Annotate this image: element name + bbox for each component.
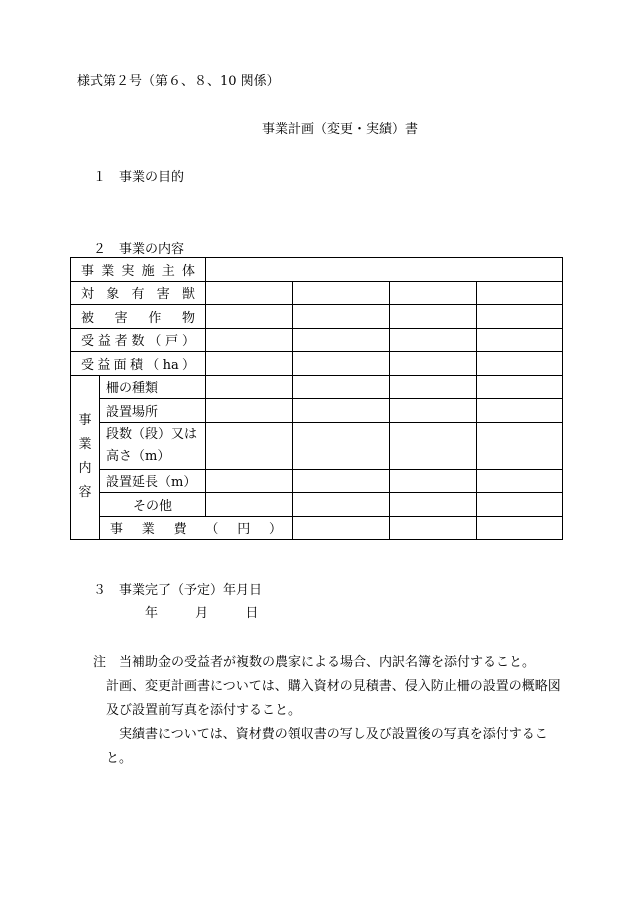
label-steps-height-line2: 高さ（m）: [106, 448, 171, 464]
cell-value[interactable]: [206, 352, 293, 376]
cell-value[interactable]: [293, 399, 390, 423]
date-month: 月: [195, 606, 209, 621]
content-group-char: 事: [78, 413, 92, 429]
cell-value[interactable]: [477, 305, 563, 329]
note-3: 実績書については、資材費の領収書の写し及び設置後の写真を添付すること。: [106, 727, 548, 766]
cell-value[interactable]: [390, 422, 477, 469]
section-content-heading: ２ 事業の内容: [93, 242, 185, 257]
row-steps-height: [71, 422, 563, 469]
cell-value[interactable]: [390, 469, 477, 493]
row-fence-type: [71, 375, 563, 399]
label-length: 設置延長（m）: [100, 469, 206, 493]
cell-value[interactable]: [206, 399, 293, 423]
section-completion-heading: ３ 事業完了（予定）年月日: [93, 583, 263, 598]
content-group-char: 内: [78, 461, 92, 477]
cell-value[interactable]: [293, 516, 390, 540]
note-2: 計画、変更計画書については、購入資材の見積書、侵入防止柵の設置の概略図及び設置前写真を添付すること。: [106, 679, 561, 718]
note-1: 注 当補助金の受益者が複数の農家による場合、内訳名簿を添付すること。: [93, 655, 536, 670]
cell-value[interactable]: [477, 422, 563, 469]
cell-value[interactable]: [477, 328, 563, 352]
cell-value[interactable]: [477, 516, 563, 540]
label-area: 受益面積（ha）: [71, 352, 206, 376]
cell-value[interactable]: [293, 469, 390, 493]
row-damaged-crops: [71, 305, 563, 329]
cell-value[interactable]: [390, 281, 477, 305]
row-households: [71, 328, 563, 352]
label-fence-type: 柵の種類: [100, 375, 206, 399]
cell-value[interactable]: [206, 281, 293, 305]
row-cost: [71, 516, 563, 540]
label-implementer: 事 業 実 施 主 体: [71, 258, 206, 282]
cell-value[interactable]: [293, 493, 390, 517]
section-purpose-heading: １ 事業の目的: [93, 170, 185, 185]
cell-value[interactable]: [390, 352, 477, 376]
cell-value[interactable]: [293, 375, 390, 399]
label-steps-height: [100, 422, 206, 469]
cell-value[interactable]: [477, 469, 563, 493]
label-steps-height-line1: 段数（段）又は: [106, 426, 198, 442]
row-other: [71, 493, 563, 517]
cell-value[interactable]: [293, 305, 390, 329]
cell-value[interactable]: [390, 516, 477, 540]
business-content-table: [70, 257, 563, 540]
form-number: 様式第２号（第６、８、10 関係）: [77, 74, 280, 89]
cell-value[interactable]: [390, 375, 477, 399]
date-year: 年: [145, 606, 159, 621]
label-cost: 事 業 費 （ 円 ）: [100, 516, 293, 540]
row-target-animal: [71, 281, 563, 305]
cell-value[interactable]: [206, 375, 293, 399]
row-implementer: [71, 258, 563, 282]
cell-value[interactable]: [477, 399, 563, 423]
row-length: [71, 469, 563, 493]
content-group-char: 容: [78, 485, 92, 501]
date-day: 日: [245, 606, 259, 621]
label-damaged-crops: 被 害 作 物: [71, 305, 206, 329]
label-households: 受益者数（戸）: [71, 328, 206, 352]
content-group-char: 業: [78, 437, 92, 453]
cell-value[interactable]: [390, 493, 477, 517]
cell-implementer-value[interactable]: [206, 258, 563, 282]
cell-value[interactable]: [477, 493, 563, 517]
document-title: 事業計画（変更・実績）書: [261, 122, 418, 137]
row-location: [71, 399, 563, 423]
cell-value[interactable]: [477, 352, 563, 376]
label-target-animal: 対 象 有 害 獣: [71, 281, 206, 305]
cell-value[interactable]: [390, 399, 477, 423]
row-area: [71, 352, 563, 376]
cell-value[interactable]: [477, 281, 563, 305]
cell-value[interactable]: [206, 328, 293, 352]
cell-value[interactable]: [293, 352, 390, 376]
label-content-group: [71, 375, 100, 540]
cell-value[interactable]: [206, 305, 293, 329]
cell-value[interactable]: [293, 328, 390, 352]
cell-value[interactable]: [293, 281, 390, 305]
notes-block: [93, 651, 563, 771]
cell-value[interactable]: [390, 305, 477, 329]
cell-value[interactable]: [206, 422, 293, 469]
cell-value[interactable]: [206, 469, 293, 493]
label-location: 設置場所: [100, 399, 206, 423]
completion-date[interactable]: [145, 602, 258, 621]
cell-value[interactable]: [293, 422, 390, 469]
cell-value[interactable]: [477, 375, 563, 399]
cell-value[interactable]: [206, 493, 293, 517]
cell-value[interactable]: [390, 328, 477, 352]
label-other: その他: [100, 493, 206, 517]
